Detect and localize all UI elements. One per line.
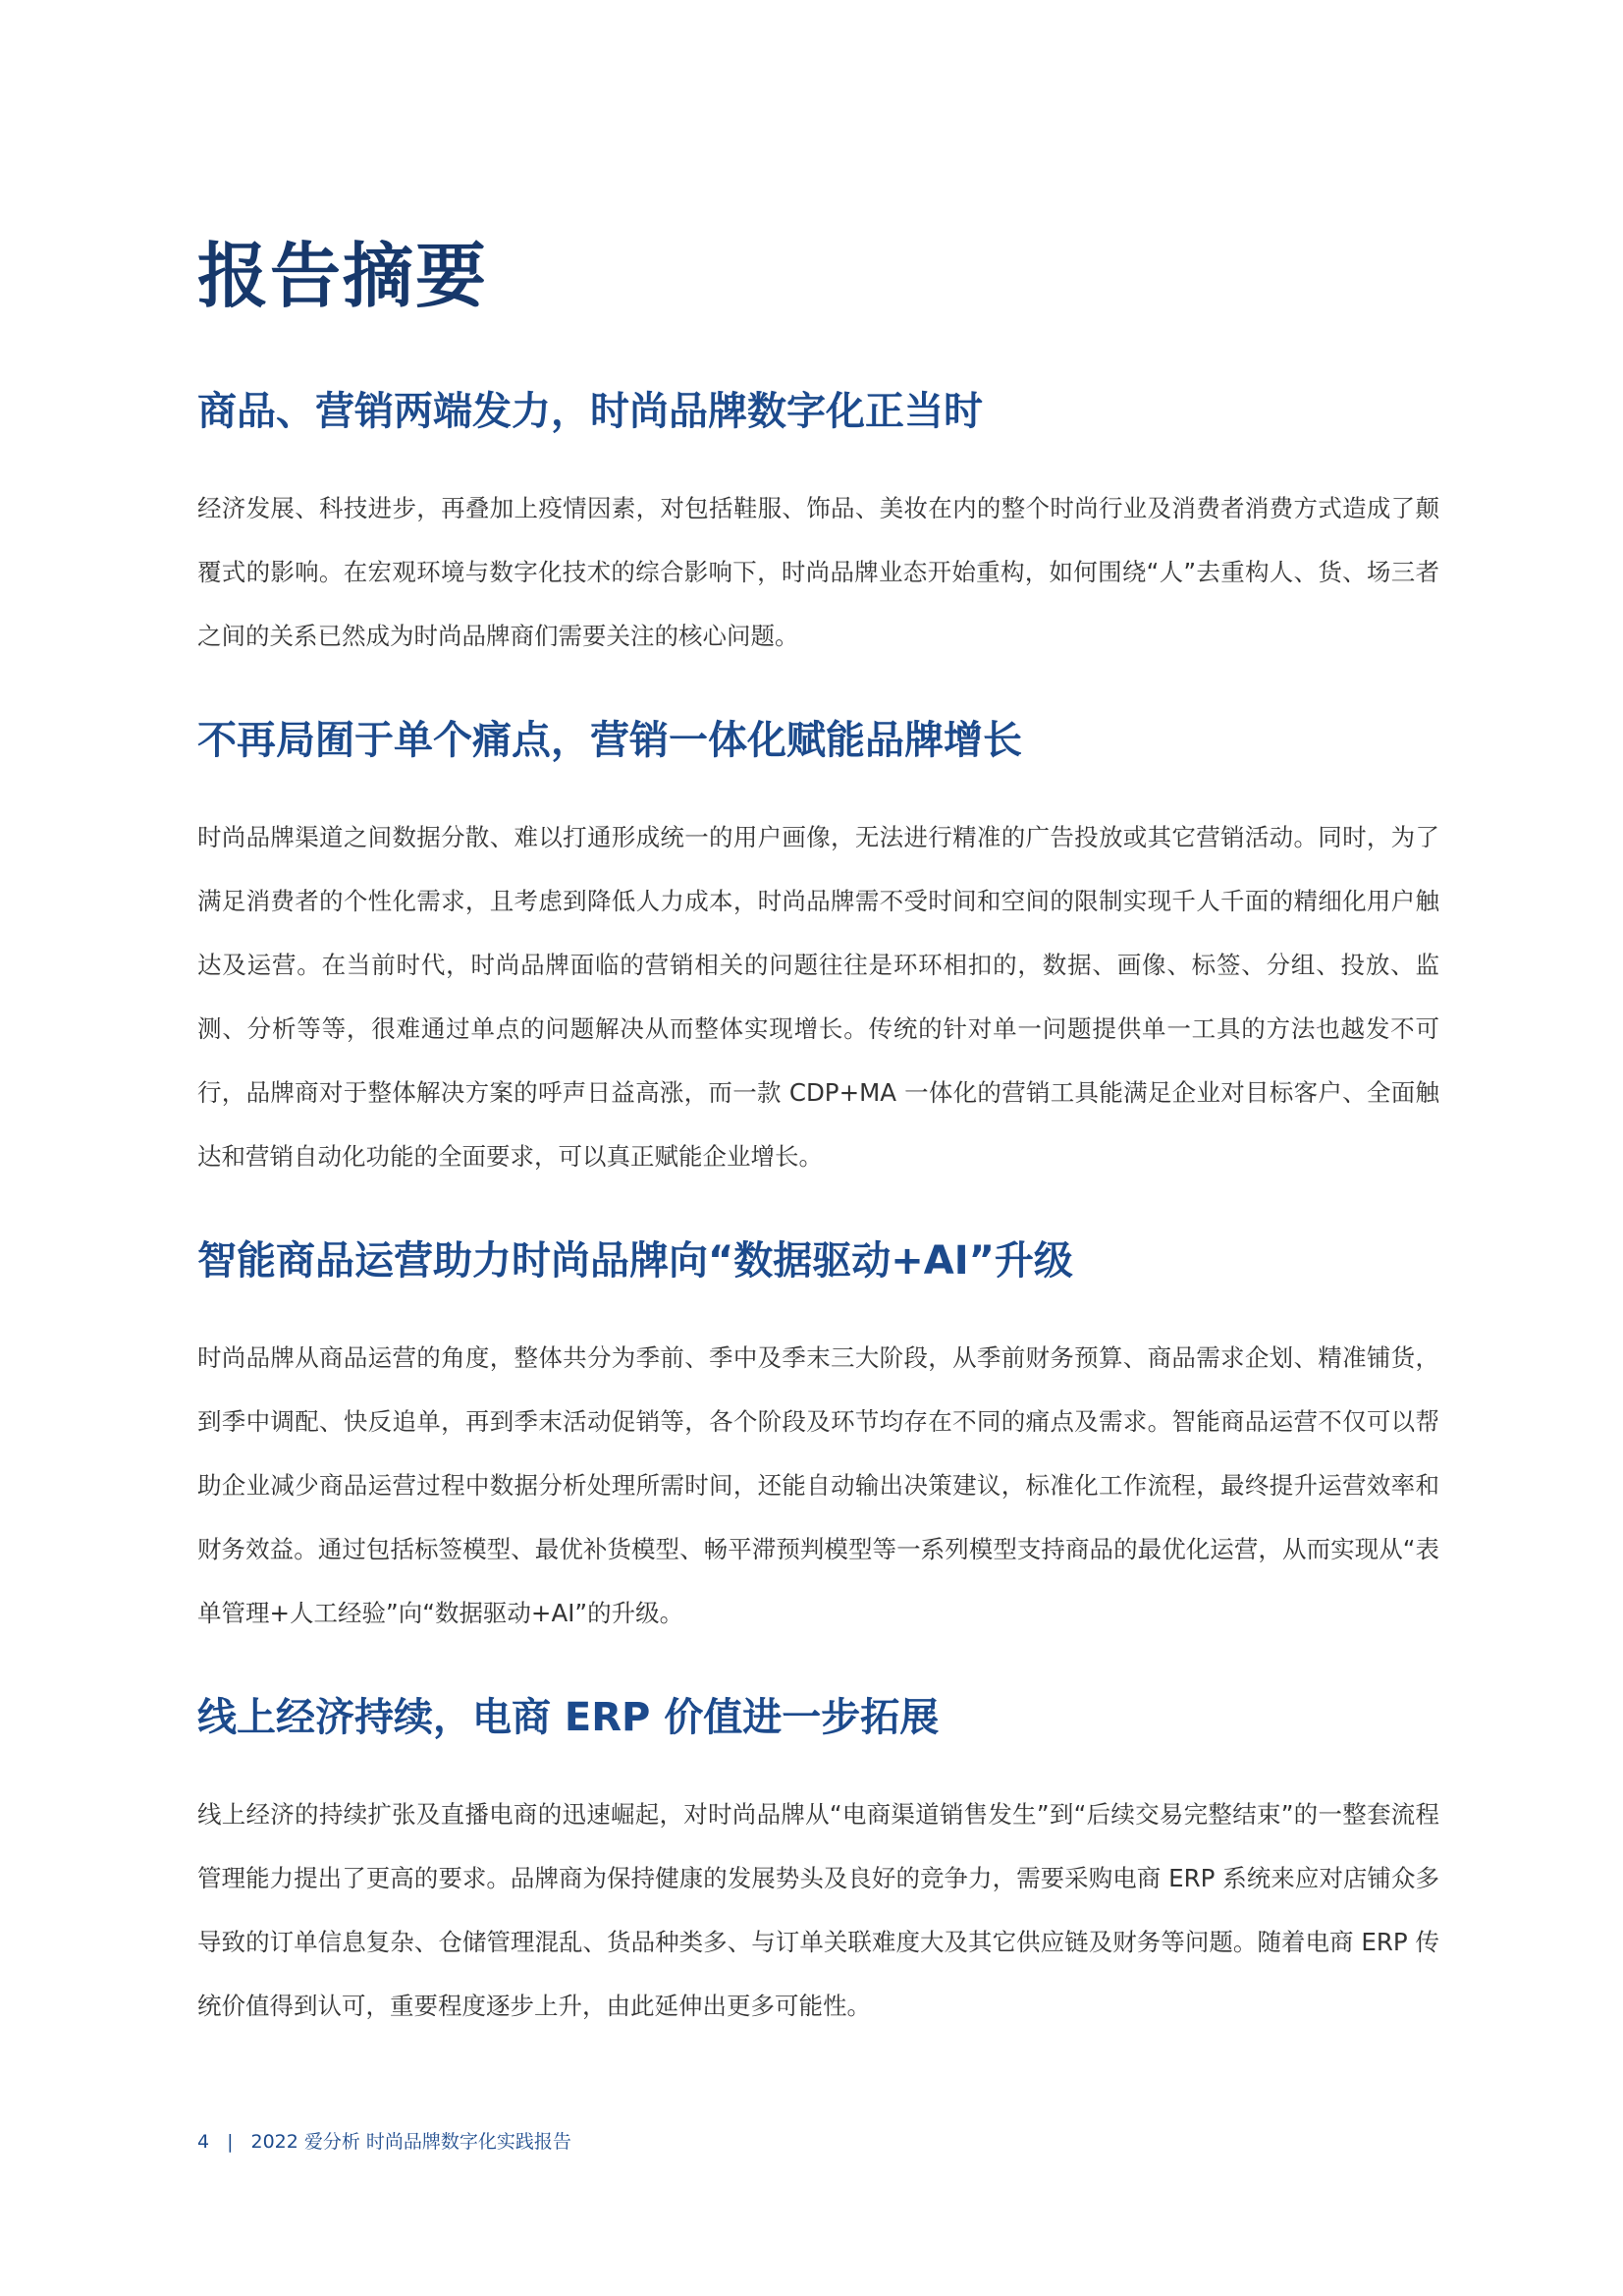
footer-separator: | bbox=[227, 2131, 234, 2153]
section-paragraph: 经济发展、科技进步，再叠加上疫情因素，对包括鞋服、饰品、美妆在内的整个时尚行业及消费者消费方式造成了颠覆式的影响。在宏观环境与数字化技术的综合影响下，时尚品牌业态开始重构，如何围绕“人”去重构人、货、场三者之间的关系已然成为时尚品牌商们需要关注的核心问题。 bbox=[197, 494, 1439, 650]
page-title: 报告摘要 bbox=[197, 235, 489, 317]
page-footer bbox=[197, 2127, 571, 2154]
page-number: 4 bbox=[197, 2131, 210, 2153]
section-4 bbox=[197, 1694, 1439, 2038]
section-3 bbox=[197, 1237, 1439, 1645]
section-paragraph: 线上经济的持续扩张及直播电商的迅速崛起，对时尚品牌从“电商渠道销售发生”到“后续交易完整结束”的一整套流程管理能力提出了更高的要求。品牌商为保持健康的发展势头及良好的竞争力，需要采购电商 ERP 系统来应对店铺众多导致的订单信息复杂、仓储管理混乱、货品种类多、与订单关联难度大及其它供应链及财务等问题。随着电商 ERP 传统价值得到认可，重要程度逐步上升，由此延伸出更多可能性。 bbox=[197, 1800, 1439, 2020]
section-1 bbox=[197, 388, 1439, 668]
section-heading: 智能商品运营助力时尚品牌向“数据驱动+AI”升级 bbox=[197, 1238, 1073, 1284]
section-paragraph: 时尚品牌渠道之间数据分散、难以打通形成统一的用户画像，无法进行精准的广告投放或其它营销活动。同时，为了满足消费者的个性化需求，且考虑到降低人力成本，时尚品牌需不受时间和空间的限制实现千人千面的精细化用户触达及运营。在当前时代，时尚品牌面临的营销相关的问题往往是环环相扣的，数据、画像、标签、分组、投放、监测、分析等等，很难通过单点的问题解决从而整体实现增长。传统的针对单一问题提供单一工具的方法也越发不可行，品牌商对于整体解决方案的呼声日益高涨，而一款 CDP+MA 一体化的营销工具能满足企业对目标客户、全面触达和营销自动化功能的全面要求，可以真正赋能企业增长。 bbox=[197, 823, 1439, 1171]
report-name: 2022 爱分析 时尚品牌数字化实践报告 bbox=[250, 2131, 571, 2153]
section-paragraph: 时尚品牌从商品运营的角度，整体共分为季前、季中及季末三大阶段，从季前财务预算、商品需求企划、精准铺货，到季中调配、快反追单，再到季末活动促销等，各个阶段及环节均存在不同的痛点及需求。智能商品运营不仅可以帮助企业减少商品运营过程中数据分析处理所需时间，还能自动输出决策建议，标准化工作流程，最终提升运营效率和财务效益。通过包括标签模型、最优补货模型、畅平滞预判模型等一系列模型支持商品的最优化运营，从而实现从“表单管理+人工经验”向“数据驱动+AI”的升级。 bbox=[197, 1343, 1439, 1627]
section-heading: 商品、营销两端发力，时尚品牌数字化正当时 bbox=[197, 389, 983, 434]
section-heading: 不再局囿于单个痛点，营销一体化赋能品牌增长 bbox=[197, 718, 1022, 763]
section-2 bbox=[197, 717, 1439, 1188]
section-heading: 线上经济持续，电商 ERP 价值进一步拓展 bbox=[197, 1695, 940, 1740]
